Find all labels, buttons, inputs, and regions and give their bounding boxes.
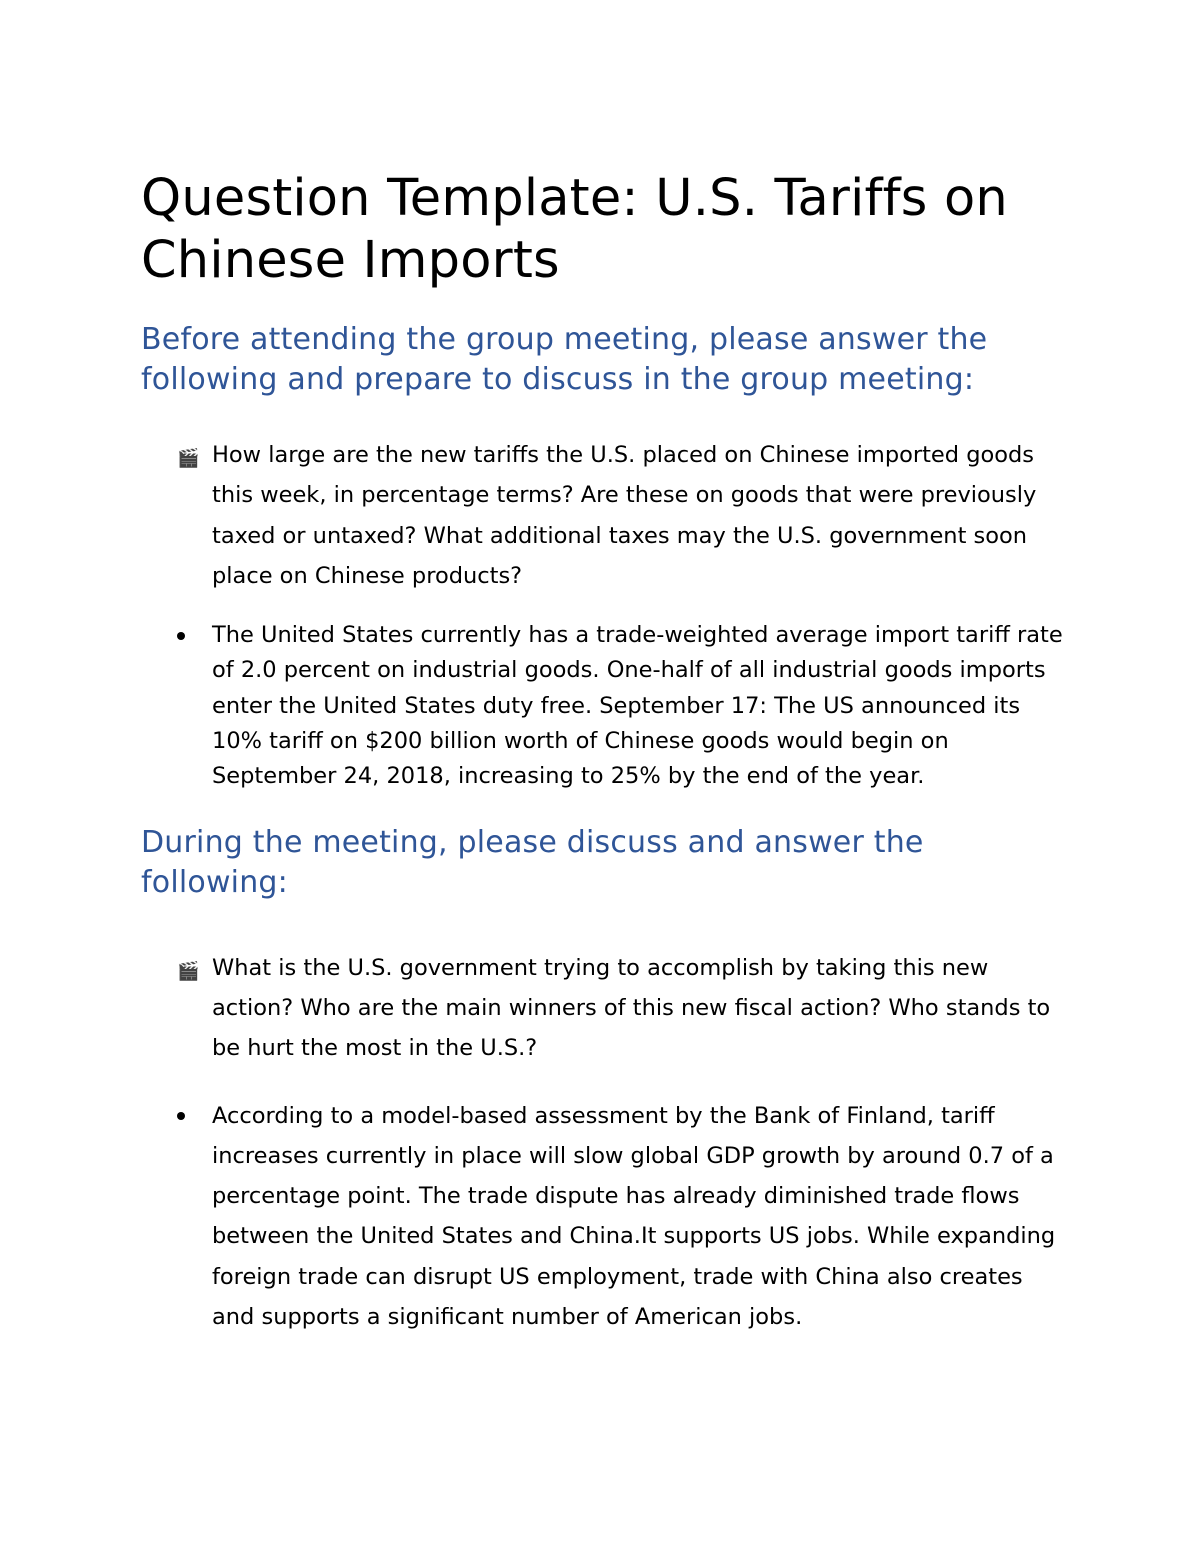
list-item [141,948,1071,1069]
list-item-text: The United States currently has a trade-weighted average import tariff rate of 2.0 percent on industrial goods. One-half of all industrial goods imports enter the United States duty free. September 17: The US announced its 10% tariff on $200 billion worth of Chinese goods would begin on September 24, 2018, increasing to 25% by the end of the year. [212,622,1063,790]
list-item [141,435,1071,596]
section-heading-before-meeting: Before attending the group meeting, please answer the following and prepare to discuss in the group meeting: [141,322,988,397]
section-heading-during-meeting: During the meeting, please discuss and answer the following: [141,824,924,900]
list-item-text: What is the U.S. government trying to accomplish by taking this new action? Who are the main winners of this new fiscal action? Who stands to be hurt the most in the U.S.? [212,954,1051,1062]
before-meeting-list [141,435,1071,795]
clapperboard-icon: 🎬 [177,960,200,982]
list-item [141,618,1071,794]
list-item [141,1096,1071,1338]
during-meeting-list [141,948,1071,1338]
document-page [141,168,1071,1337]
list-item-text: How large are the new tariffs the U.S. placed on Chinese imported goods this week, in percentage terms? Are these on goods that were previously taxed or untaxed? What additional taxes may the U.S. government soon place on Chinese products? [212,442,1037,589]
clapperboard-icon: 🎬 [177,448,200,469]
document-title: Question Template: U.S. Tariffs on Chinese Imports [141,169,1008,290]
list-item-text: According to a model-based assessment by the Bank of Finland, tariff increases currently in place will slow global GDP growth by around 0.7 of a percentage point. The trade dispute has already diminished trade flows between the United States and China.It supports US jobs. While expanding foreign trade can disrupt US employment, trade with China also creates and supports a significant number of American jobs. [212,1102,1056,1331]
